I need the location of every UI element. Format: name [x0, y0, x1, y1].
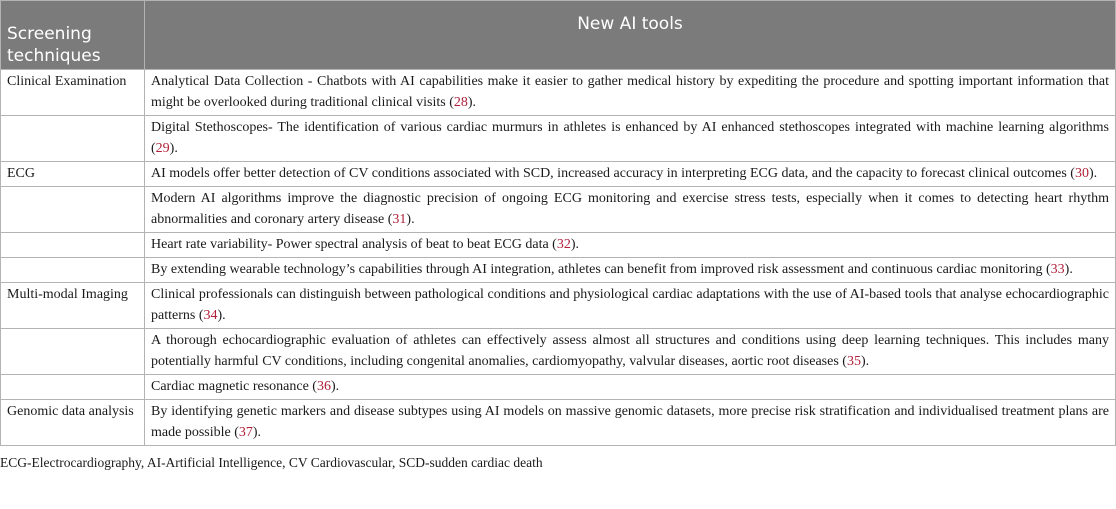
reference-link[interactable]: 36	[316, 379, 331, 394]
ai-tool-cell	[145, 162, 1116, 187]
ai-tool-cell	[145, 187, 1116, 233]
table-row	[1, 329, 1116, 375]
table-footnote: ECG-Electrocardiography, AI-Artificial Intelligence, CV Cardiovascular, SCD-sudden cardiac death	[0, 455, 543, 470]
ai-tool-text: Cardiac magnetic resonance (	[151, 379, 317, 394]
reference-link[interactable]: 37	[238, 425, 253, 440]
ai-tool-cell	[145, 70, 1116, 116]
technique-cell	[1, 116, 145, 162]
ai-tool-text: By extending wearable technology’s capabilities through AI integration, athletes can benefit from improved risk assessment and continuous cardiac monitoring (	[151, 262, 1051, 277]
technique-cell	[1, 329, 145, 375]
ai-tool-text-end: ).	[252, 425, 262, 440]
ai-tool-text: Digital Stethoscopes- The identification of various cardiac murmurs in athletes is enhanced by AI enhanced stethoscopes integrated with machine learning algorithms (	[151, 120, 1109, 156]
technique-cell: Clinical Examination	[1, 70, 145, 116]
reference-link[interactable]: 29	[155, 141, 170, 156]
ai-tool-text: AI models offer better detection of CV conditions associated with SCD, increased accuracy in interpreting ECG data, and the capacity to forecast clinical outcomes (	[151, 166, 1075, 181]
reference-link[interactable]: 32	[556, 237, 571, 252]
table-row	[1, 70, 1116, 116]
ai-tool-text: By identifying genetic markers and disease subtypes using AI models on massive genomic datasets, more precise risk stratification and individualised treatment plans are made possible (	[151, 404, 1109, 440]
table-row	[1, 375, 1116, 400]
technique-cell: Multi-modal Imaging	[1, 283, 145, 329]
table-row	[1, 258, 1116, 283]
header-screening-techniques: Screening techniques	[1, 1, 145, 70]
ai-tool-text-end: ).	[860, 354, 870, 369]
ai-tool-cell	[145, 400, 1116, 446]
ai-tool-text-end: ).	[1088, 166, 1098, 181]
ai-tool-text-end: ).	[570, 237, 580, 252]
header-row	[1, 1, 1116, 70]
technique-cell	[1, 375, 145, 400]
ai-tool-text: A thorough echocardiographic evaluation of athletes can effectively assess almost all structures and conditions using deep learning techniques. This includes many potentially harmful CV conditions, including congenital anomalies, cardiomyopathy, valvular diseases, aortic root diseases (	[151, 333, 1109, 369]
table-row	[1, 187, 1116, 233]
table-row	[1, 162, 1116, 187]
table-row	[1, 116, 1116, 162]
reference-link[interactable]: 33	[1050, 262, 1065, 277]
ai-tool-cell	[145, 283, 1116, 329]
technique-cell	[1, 187, 145, 233]
reference-link[interactable]: 28	[453, 95, 468, 110]
ai-tool-text-end: ).	[406, 212, 415, 227]
reference-link[interactable]: 34	[203, 308, 218, 323]
ai-tool-cell	[145, 258, 1116, 283]
ai-tool-cell	[145, 329, 1116, 375]
ai-tool-text: Clinical professionals can distinguish between pathological conditions and physiological cardiac adaptations with the use of AI-based tools that analyse echocardiographic patterns (	[151, 287, 1109, 323]
table-row	[1, 283, 1116, 329]
reference-link[interactable]: 35	[846, 354, 861, 369]
ai-tool-text: Modern AI algorithms improve the diagnostic precision of ongoing ECG monitoring and exercise stress tests, especially when it comes to detecting heart rhythm abnormalities and coronary artery disease (	[151, 191, 1109, 227]
technique-cell	[1, 233, 145, 258]
reference-link[interactable]: 30	[1074, 166, 1089, 181]
reference-link[interactable]: 31	[392, 212, 407, 227]
ai-tool-text-end: ).	[1064, 262, 1073, 277]
ai-tool-text: Analytical Data Collection - Chatbots with AI capabilities make it easier to gather medical history by expediting the procedure and spotting important information that might be overlooked during traditional clinical visits (	[151, 74, 1109, 110]
technique-cell: Genomic data analysis	[1, 400, 145, 446]
ai-tool-text-end: ).	[217, 308, 226, 323]
table-row	[1, 400, 1116, 446]
header-new-ai-tools: New AI tools	[145, 1, 1116, 70]
ai-tool-text-end: ).	[467, 95, 477, 110]
ai-tool-cell	[145, 375, 1116, 400]
technique-cell	[1, 258, 145, 283]
table-row	[1, 233, 1116, 258]
ai-tool-cell	[145, 116, 1116, 162]
technique-cell: ECG	[1, 162, 145, 187]
ai-tool-text: Heart rate variability- Power spectral analysis of beat to beat ECG data (	[151, 237, 557, 252]
ai-tool-text-end: ).	[169, 141, 178, 156]
ai-tool-text-end: ).	[330, 379, 340, 394]
ai-tool-cell	[145, 233, 1116, 258]
